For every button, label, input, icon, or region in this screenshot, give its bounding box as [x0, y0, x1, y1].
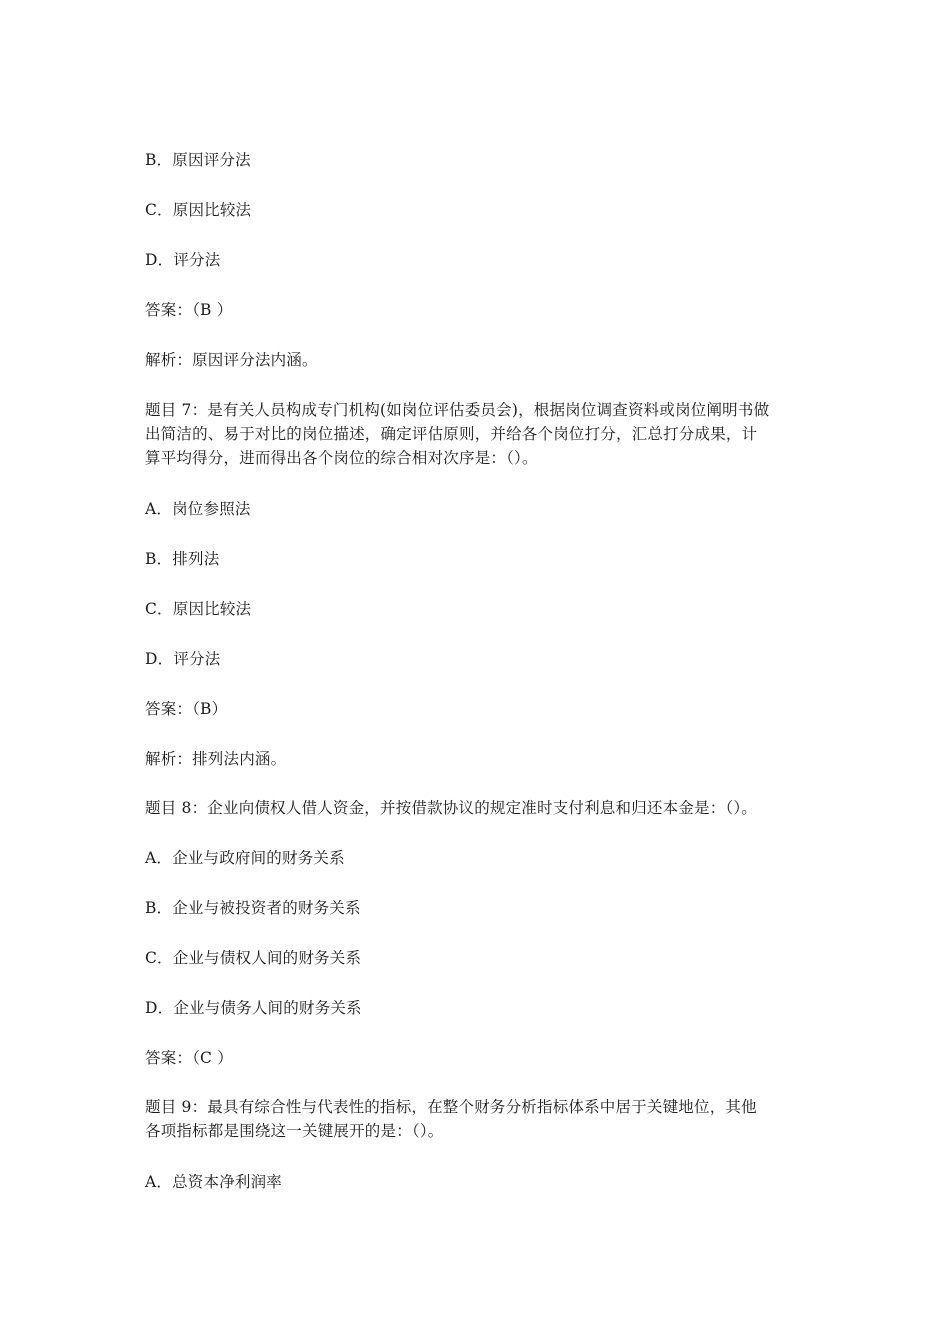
- option-b: B．原因评分法: [145, 151, 251, 169]
- option-d: D．企业与债务人间的财务关系: [145, 999, 362, 1017]
- analysis: 解析：排列法内涵。: [145, 750, 287, 768]
- option-b: B．排列法: [145, 550, 220, 568]
- answer: 答案：（B ）: [145, 301, 233, 319]
- option-c: C．原因比较法: [145, 600, 252, 618]
- option-a: A．岗位参照法: [145, 500, 251, 518]
- answer: 答案：（C ）: [145, 1049, 233, 1067]
- question-7-line-1: 题目 7：是有关人员构成专门机构(如岗位评估委员会)，根据岗位调查资料或岗位阐明书做: [145, 401, 770, 419]
- question-9-line-2: 各项指标都是围绕这一关键展开的是：（）。: [145, 1122, 444, 1140]
- question-7-line-3: 算平均得分，进而得出各个岗位的综合相对次序是：（）。: [145, 449, 538, 467]
- option-a: A．企业与政府间的财务关系: [145, 849, 345, 867]
- question-7: [145, 398, 815, 470]
- question-9: [145, 1095, 815, 1143]
- question-7-line-2: 出简洁的、易于对比的岗位描述，确定评估原则，并给各个岗位打分，汇总打分成果，计: [145, 425, 758, 443]
- question-8: 题目 8：企业向债权人借人资金，并按借款协议的规定准时支付利息和归还本金是：（）。: [145, 799, 757, 817]
- option-c: C．企业与债权人间的财务关系: [145, 949, 362, 967]
- option-b: B．企业与被投资者的财务关系: [145, 899, 361, 917]
- question-9-line-1: 题目 9：最具有综合性与代表性的指标，在整个财务分析指标体系中居于关键地位，其他: [145, 1098, 757, 1116]
- option-d: D．评分法: [145, 650, 221, 668]
- analysis: 解析：原因评分法内涵。: [145, 351, 318, 369]
- option-c: C．原因比较法: [145, 201, 252, 219]
- option-a: A．总资本净利润率: [145, 1173, 282, 1191]
- answer: 答案：（B）: [145, 700, 228, 718]
- option-d: D．评分法: [145, 251, 221, 269]
